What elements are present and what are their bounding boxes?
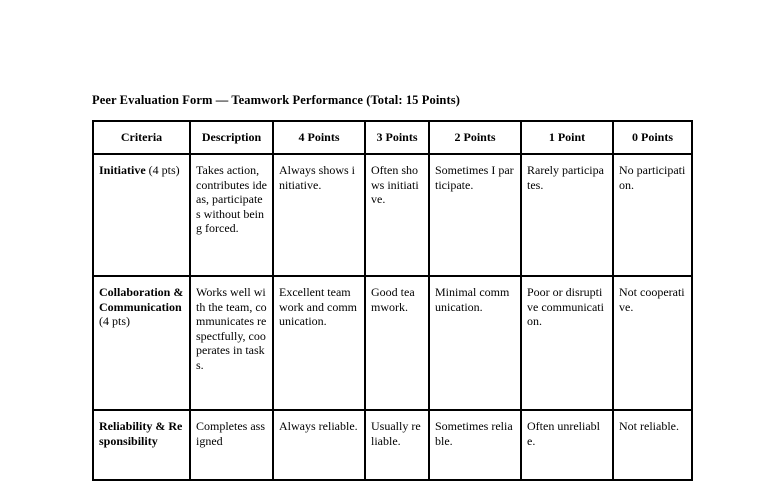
table-row bbox=[93, 276, 692, 410]
score-4-cell: Excellent teamwork and communication. bbox=[273, 276, 365, 410]
criteria-cell bbox=[93, 410, 190, 480]
header-4-points: 4 Points bbox=[273, 121, 365, 154]
criteria-name: Initiative bbox=[99, 163, 146, 177]
score-0-cell: Not cooperative. bbox=[613, 276, 692, 410]
criteria-cell bbox=[93, 154, 190, 276]
criteria-name: Collaboration & Communication bbox=[99, 285, 184, 314]
description-cell: Takes action, contributes ideas, participates without being forced. bbox=[190, 154, 273, 276]
criteria-cell bbox=[93, 276, 190, 410]
table-row bbox=[93, 410, 692, 480]
score-3-cell: Often shows initiative. bbox=[365, 154, 429, 276]
score-2-cell: Minimal communication. bbox=[429, 276, 521, 410]
score-3-cell: Good teamwork. bbox=[365, 276, 429, 410]
header-0-points: 0 Points bbox=[613, 121, 692, 154]
table-header-row bbox=[93, 121, 692, 154]
score-0-cell: Not reliable. bbox=[613, 410, 692, 480]
description-cell: Completes assigned bbox=[190, 410, 273, 480]
header-criteria: Criteria bbox=[93, 121, 190, 154]
criteria-points: (4 pts) bbox=[99, 314, 130, 328]
score-4-cell: Always shows initiative. bbox=[273, 154, 365, 276]
score-0-cell: No participation. bbox=[613, 154, 692, 276]
header-1-point: 1 Point bbox=[521, 121, 613, 154]
form-title: Peer Evaluation Form — Teamwork Performance (Total: 15 Points) bbox=[92, 93, 460, 107]
header-3-points: 3 Points bbox=[365, 121, 429, 154]
criteria-points: (4 pts) bbox=[145, 163, 180, 177]
header-description: Description bbox=[190, 121, 273, 154]
header-2-points: 2 Points bbox=[429, 121, 521, 154]
criteria-name: Reliability & Responsibility bbox=[99, 419, 183, 448]
score-4-cell: Always reliable. bbox=[273, 410, 365, 480]
score-1-cell: Rarely participates. bbox=[521, 154, 613, 276]
score-3-cell: Usually reliable. bbox=[365, 410, 429, 480]
score-1-cell: Often unreliable. bbox=[521, 410, 613, 480]
score-2-cell: Sometimes I participate. bbox=[429, 154, 521, 276]
description-cell: Works well with the team, communicates respectfully, cooperates in tasks. bbox=[190, 276, 273, 410]
evaluation-table bbox=[92, 120, 693, 481]
table-row bbox=[93, 154, 692, 276]
score-1-cell: Poor or disruptive communication. bbox=[521, 276, 613, 410]
score-2-cell: Sometimes reliable. bbox=[429, 410, 521, 480]
